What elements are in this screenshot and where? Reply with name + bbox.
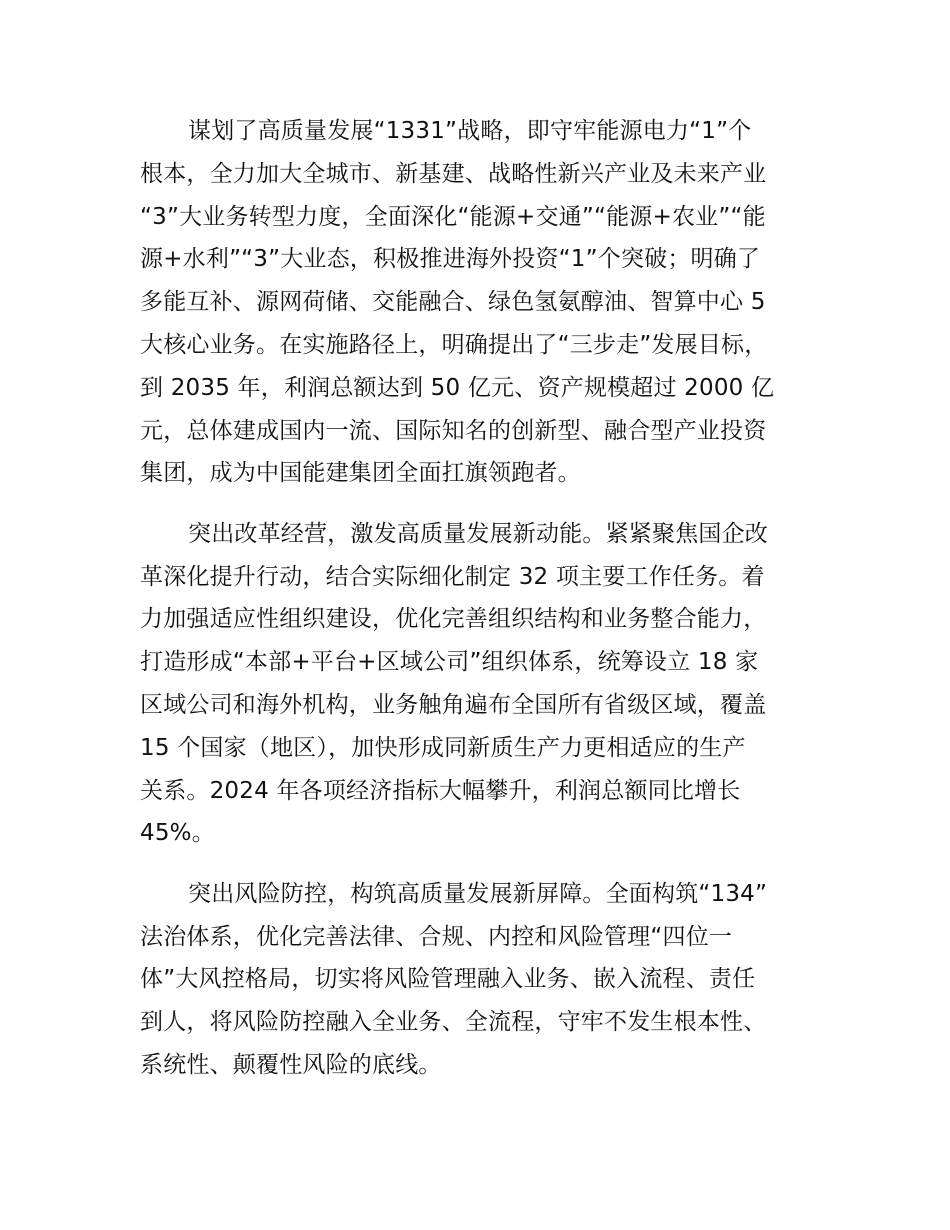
- text-line: 元，总体建成国内一流、国际知名的创新型、融合型产业投资: [140, 417, 767, 444]
- text-line: 革深化提升行动，结合实际细化制定 32 项主要工作任务。着: [140, 563, 765, 590]
- body-text: [140, 110, 820, 1087]
- text-line: 法治体系，优化完善法律、合规、内控和风险管理“四位一: [140, 923, 733, 950]
- text-line: 源+水利”“3”大业态，积极推进海外投资“1”个突破；明确了: [140, 246, 761, 273]
- text-line: 根本，全力加大全城市、新基建、战略性新兴产业及未来产业: [140, 160, 767, 187]
- text-line: 谋划了高质量发展“1331”战略，即守牢能源电力“1”个: [188, 118, 752, 144]
- text-line: 关系。2024 年各项经济指标大幅攀升，利润总额同比增长: [140, 777, 741, 804]
- text-line: 突出改革经营，激发高质量发展新动能。紧紧聚焦国企改: [188, 520, 768, 547]
- paragraph-risk: [140, 873, 820, 1087]
- text-line: 体”大风控格局，切实将风险管理融入业务、嵌入流程、责任: [140, 966, 756, 993]
- text-line: 系统性、颠覆性风险的底线。: [140, 1051, 442, 1078]
- text-line: 到 2035 年，利润总额达到 50 亿元、资产规模超过 2000 亿: [140, 374, 775, 401]
- text-line: 大核心业务。在实施路径上，明确提出了“三步走”发展目标，: [140, 331, 768, 358]
- text-line: 打造形成“本部+平台+区域公司”组织体系，统筹设立 18 家: [140, 649, 759, 676]
- text-line: 多能互补、源网荷储、交能融合、绿色氢氨醇油、智算中心 5: [140, 289, 766, 316]
- text-line: 区域公司和海外机构，业务触角遍布全国所有省级区域，覆盖: [140, 691, 767, 718]
- paragraph-reform: [140, 513, 820, 855]
- text-line: 15 个国家（地区），加快形成同新质生产力更相适应的生产: [140, 734, 746, 761]
- text-line: 突出风险防控，构筑高质量发展新屏障。全面构筑“134”: [188, 880, 768, 907]
- text-line: “3”大业务转型力度，全面深化“能源+交通”“能源+农业”“能: [140, 203, 766, 230]
- text-line: 集团，成为中国能建集团全面扛旗领跑者。: [140, 460, 581, 487]
- text-line: 力加强适应性组织建设，优化完善组织结构和业务整合能力，: [140, 606, 767, 633]
- paragraph-strategy: [140, 110, 820, 495]
- text-line: 45%。: [140, 820, 215, 847]
- text-line: 到人，将风险防控融入全业务、全流程，守牢不发生根本性、: [140, 1009, 767, 1036]
